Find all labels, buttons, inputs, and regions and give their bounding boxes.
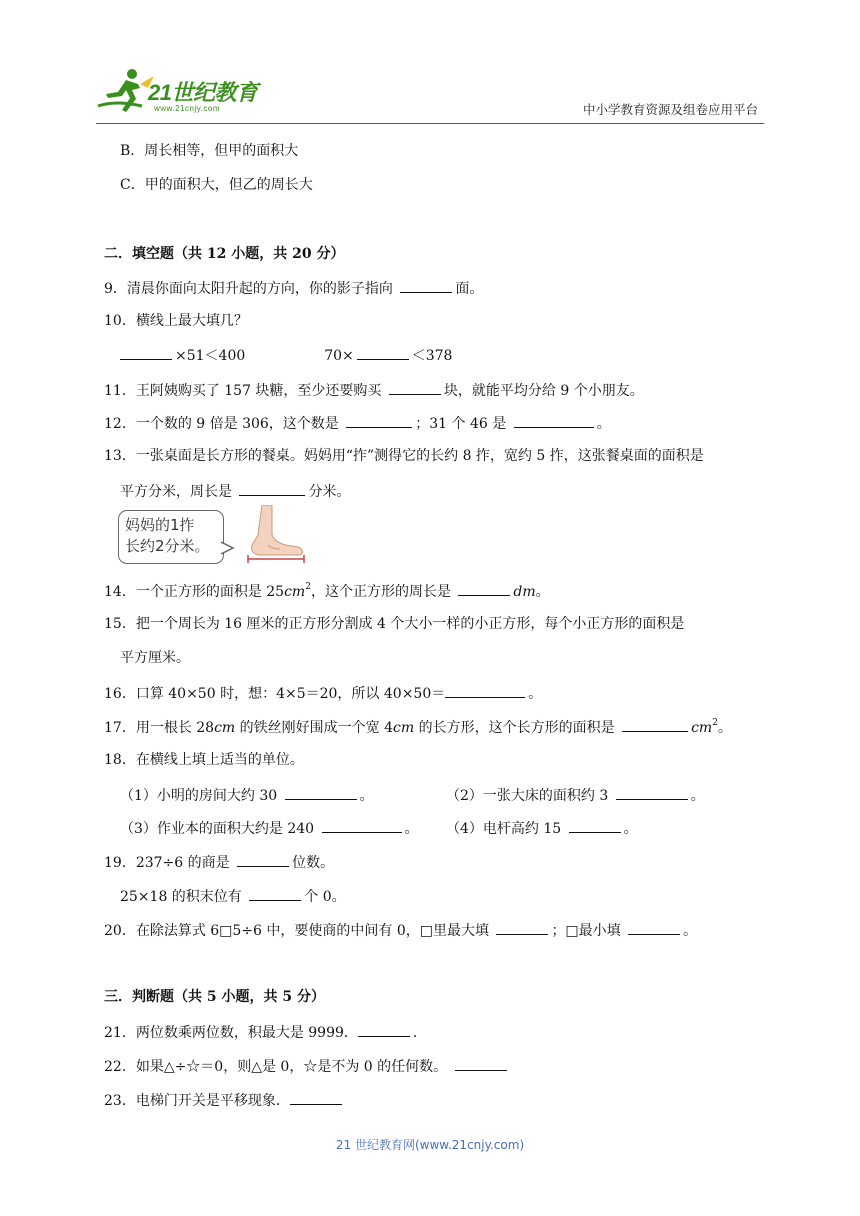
q18-blank-2[interactable]	[616, 785, 688, 800]
q17-blank[interactable]	[622, 717, 688, 732]
q16-text: 16．口算 40×50 时，想：4×5＝20，所以 40×50＝	[104, 686, 446, 702]
question-9	[104, 278, 483, 298]
q13-text: 平方分米，周长是	[120, 484, 237, 500]
logo-text: 21世纪教育	[148, 80, 258, 105]
q18-p2-end: 。	[690, 788, 705, 804]
question-19-cont	[120, 886, 346, 906]
question-16	[104, 683, 542, 703]
bubble-text	[125, 515, 210, 557]
q18-p3-end: 。	[404, 821, 419, 837]
q14-text-end: 。	[535, 584, 550, 600]
q23-blank[interactable]	[290, 1090, 342, 1105]
bubble-line-1: 妈妈的1拃	[125, 516, 195, 534]
q21-blank[interactable]	[358, 1022, 410, 1037]
question-12	[104, 413, 611, 433]
q18-p2-text: （2）一张大床的面积约 3	[446, 788, 613, 804]
q18-blank-4[interactable]	[569, 818, 621, 833]
q20-text-end: 。	[683, 923, 698, 939]
q16-blank[interactable]	[445, 683, 525, 698]
q18-p3-text: （3）作业本的面积大约是 240	[120, 821, 319, 837]
runner-icon	[96, 66, 156, 116]
q17-text-2: 的铁丝刚好围成一个宽 4	[235, 720, 394, 736]
q14-sup: 2	[305, 582, 311, 592]
q18-part-4	[446, 818, 638, 838]
q9-text: 9．清晨你面向太阳升起的方向，你的影子指向	[104, 281, 398, 297]
question-15-cont: 平方厘米。	[120, 650, 190, 666]
question-17	[104, 717, 732, 737]
q12-text-end: 。	[596, 416, 611, 432]
question-10: 10．横线上最大填几？	[104, 313, 248, 329]
q18-part-1	[120, 785, 374, 805]
q18-p4-text: （4）电杆高约 15	[446, 821, 566, 837]
q18-p4-end: 。	[623, 821, 638, 837]
q9-blank[interactable]	[400, 278, 452, 293]
q13-blank[interactable]	[239, 481, 305, 496]
platform-name: 中小学教育资源及组卷应用平台	[582, 102, 758, 117]
q12-text-mid: ；31 个 46 是	[415, 416, 511, 432]
q17-text-end: 。	[717, 720, 732, 736]
q11-text-end: 块，就能平均分给 9 个小朋友。	[443, 383, 644, 399]
q14-blank[interactable]	[458, 581, 510, 596]
q12-blank-1[interactable]	[346, 413, 412, 428]
q17-sup: 2	[712, 718, 718, 728]
q18-p1-text: （1）小明的房间大约 30	[120, 788, 282, 804]
q19-blank-1[interactable]	[237, 852, 289, 867]
q22-text: 22．如果△÷☆＝0，则△是 0，☆是不为 0 的任何数。	[104, 1059, 452, 1075]
q10-blank-1[interactable]	[120, 345, 172, 360]
q14-text: 14．一个正方形的面积是 25	[104, 584, 285, 600]
q21-text-end: .	[412, 1025, 418, 1041]
header-divider	[96, 123, 764, 124]
q18-part-3	[120, 818, 419, 838]
q14-text-mid: ，这个正方形的周长是	[310, 584, 456, 600]
q19-text-2-end: 个 0。	[304, 889, 346, 905]
q19-text: 19．237÷6 的商是	[104, 855, 235, 871]
q17-text-3: 的长方形，这个长方形的面积是	[414, 720, 620, 736]
question-11	[104, 380, 644, 400]
footer-link[interactable]: 21 世纪教育网(www.21cnjy.com)	[335, 1138, 525, 1152]
bubble-line-2: 长约2分米。	[125, 537, 210, 555]
question-22	[104, 1056, 510, 1076]
q16-text-end: 。	[528, 686, 543, 702]
q17-unit1: cm	[214, 720, 236, 736]
q20-text: 20．在除法算式 6□5÷6 中，要使商的中间有 0，□里最大填	[104, 923, 494, 939]
question-13-cont	[120, 481, 350, 501]
hand-span-icon	[242, 505, 310, 563]
q12-text: 12．一个数的 9 倍是 306，这个数是	[104, 416, 344, 432]
q14-unit: cm	[284, 584, 306, 600]
section-2-title: 二．填空题（共 12 小题，共 20 分）	[104, 246, 345, 262]
q11-text: 11．王阿姨购买了 157 块糖，至少还要购买	[104, 383, 386, 399]
q17-unit2: cm	[393, 720, 415, 736]
question-20	[104, 920, 697, 940]
q10-blank-2[interactable]	[357, 345, 409, 360]
q21-text: 21．两位数乘两位数，积最大是 9999．	[104, 1025, 358, 1041]
q20-blank-2[interactable]	[628, 920, 680, 935]
q13-text-end: 分米。	[308, 484, 351, 500]
q10-expr-2: 70×	[324, 348, 354, 364]
option-b: B．周长相等，但甲的面积大	[120, 143, 299, 159]
q18-p1-end: 。	[359, 788, 374, 804]
q22-blank[interactable]	[455, 1056, 507, 1071]
site-logo	[96, 64, 266, 120]
q17-unit3: cm	[691, 720, 713, 736]
section-3-title: 三．判断题（共 5 小题，共 5 分）	[104, 989, 325, 1005]
q10-expr-1: ×51＜400	[175, 348, 246, 364]
q11-blank[interactable]	[389, 380, 441, 395]
q20-text-mid: ；□最小填	[551, 923, 626, 939]
question-23	[104, 1090, 345, 1110]
question-15: 15．把一个周长为 16 厘米的正方形分割成 4 个大小一样的小正方形，每个小正方形的面积是	[104, 616, 685, 632]
q18-blank-1[interactable]	[285, 785, 357, 800]
q17-text: 17．用一根长 28	[104, 720, 215, 736]
q19-text-2: 25×18 的积末位有	[120, 889, 247, 905]
logo-url: www.21cnjy.com	[154, 104, 220, 113]
option-c: C．甲的面积大，但乙的周长大	[120, 177, 313, 193]
bubble-tail-icon	[221, 540, 235, 556]
q14-unit2: dm	[513, 584, 536, 600]
question-14	[104, 581, 550, 601]
question-19	[104, 852, 334, 872]
q19-text-end: 位数。	[292, 855, 335, 871]
q23-text: 23．电梯门开关是平移现象．	[104, 1093, 290, 1109]
q10-expr-3: ＜378	[411, 348, 453, 364]
q20-blank-1[interactable]	[496, 920, 548, 935]
question-10-expr	[120, 345, 452, 365]
q12-blank-2[interactable]	[514, 413, 594, 428]
q19-blank-2[interactable]	[249, 886, 301, 901]
question-21	[104, 1022, 417, 1042]
question-13: 13．一张桌面是长方形的餐桌。妈妈用“拃”测得它的长约 8 拃，宽约 5 拃，这张餐桌面的面积是	[104, 448, 704, 464]
speech-bubble	[118, 510, 224, 564]
q18-part-2	[446, 785, 705, 805]
question-18: 18．在横线上填上适当的单位。	[104, 752, 304, 768]
q9-text-end: 面。	[455, 281, 484, 297]
q18-blank-3[interactable]	[322, 818, 402, 833]
